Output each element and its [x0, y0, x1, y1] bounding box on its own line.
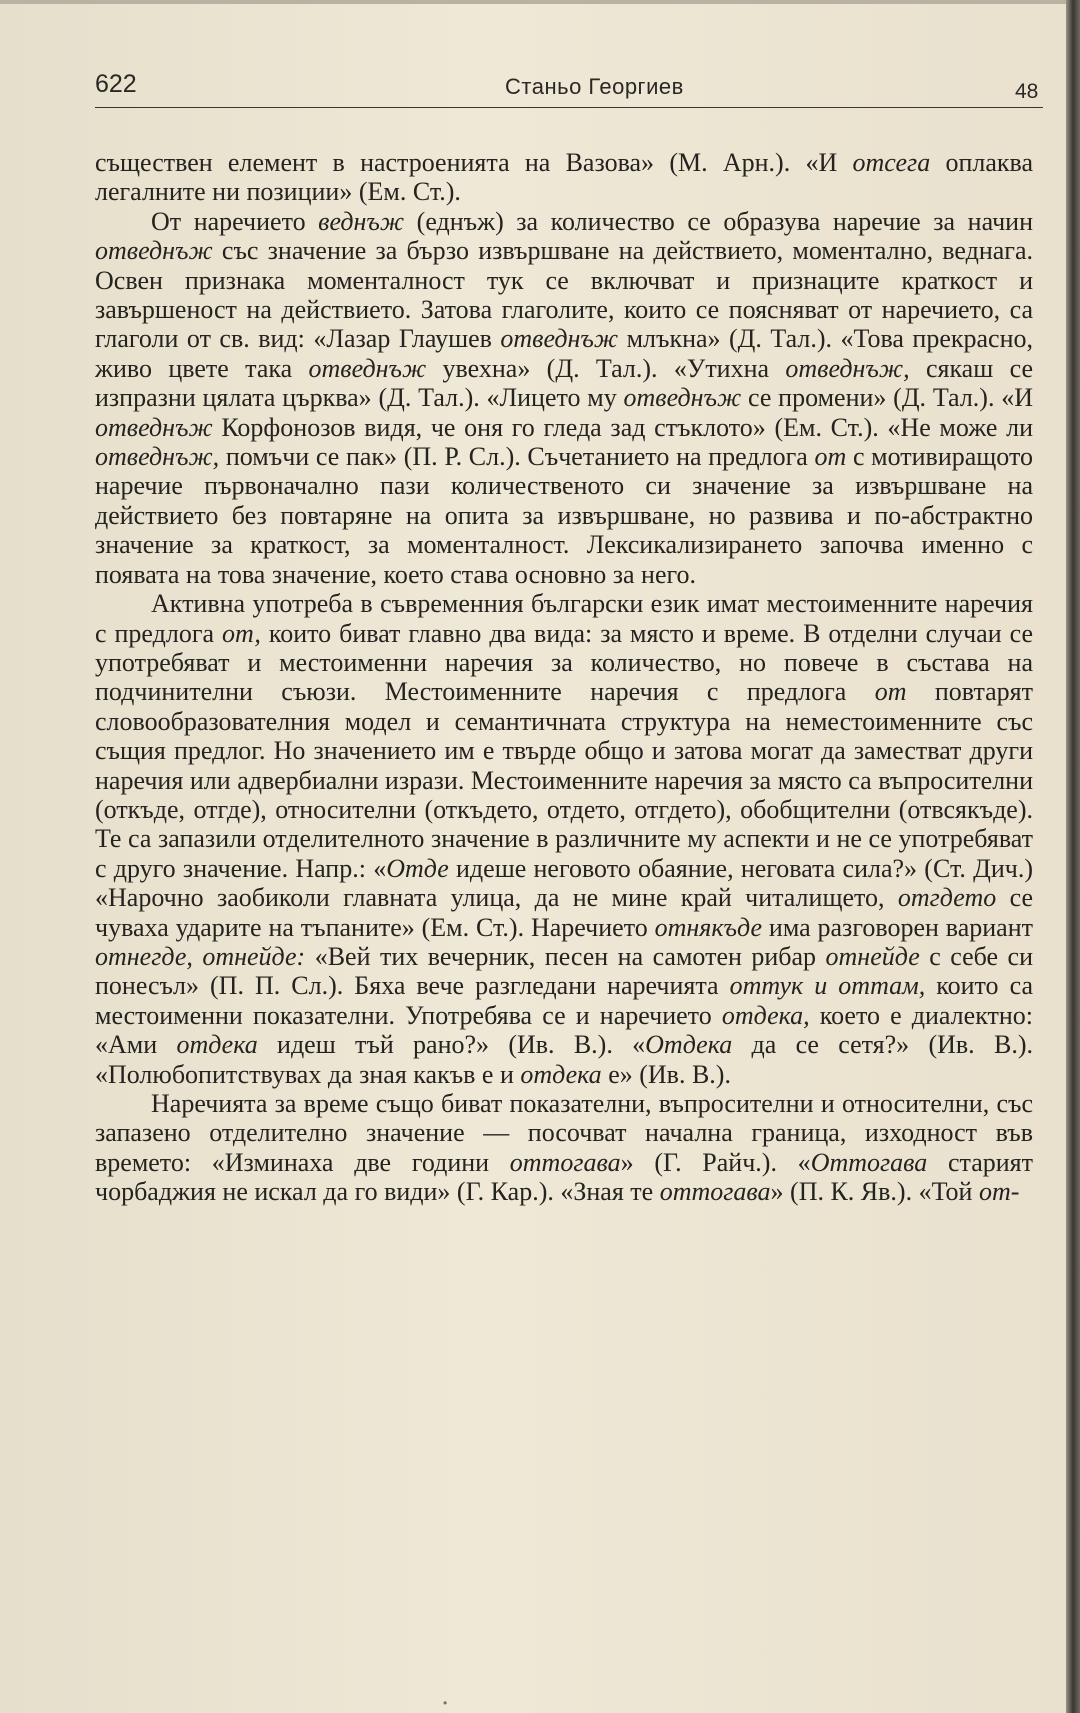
italic-term: отведнъж,	[785, 353, 910, 383]
text-run: е» (Ив. В.).	[601, 1059, 731, 1089]
italic-term: Оттогава	[810, 1147, 928, 1177]
text-run: се чуваха ударите на тъпаните» (Ем. Ст.). Наречието	[95, 883, 1033, 942]
text-run: се промени» (Д. Тал.). «И	[741, 383, 1034, 413]
footer-mark: •	[443, 1696, 448, 1710]
italic-term: отведнъж	[500, 324, 619, 354]
italic-term: отведнъж	[623, 383, 742, 413]
running-head-author: Станьо Георгиев	[505, 74, 684, 99]
text-run: Наречията за време също биват показателни, въпросителни и относителни, със запазено отделително значение — посочват начална граница, изходност във времето: «Изминаха две години	[95, 1089, 1033, 1177]
italic-term: отсега	[852, 148, 931, 177]
italic-term: веднъж	[318, 206, 405, 236]
italic-term: отнякъде	[654, 912, 763, 942]
top-edge-shadow	[0, 0, 1068, 4]
text-run: » (Г. Райч.). «	[620, 1147, 811, 1177]
italic-term: отнегде, отнейде:	[95, 941, 306, 971]
text-run: идеш тъй рано?» (Ив. В.). «	[257, 1030, 646, 1060]
italic-term: отгдето	[897, 883, 997, 913]
italic-term: оттогава	[659, 1177, 771, 1207]
italic-term: отнейде	[825, 941, 920, 971]
text-run: оплаква легалните ни позиции» (Ем. Ст.).	[95, 148, 1034, 207]
text-run: което е диалектно: «Ами	[95, 1000, 1033, 1060]
text-run: (еднъж) за количество се образува наречие за начин	[404, 206, 1033, 236]
text-run: с себе си понесъл» (П. П. Сл.). Бяха вече разгледани наречията	[95, 941, 1033, 1001]
text-run: старият чорбаджия не искал да го види» (Г. Кар.). «Зная те	[95, 1147, 1034, 1207]
text-run: да се сетя?» (Ив. В.). «Полюбопитствувах да зная какъв е и	[95, 1030, 1033, 1089]
italic-term: Отдека	[645, 1030, 733, 1060]
signature-mark: 48	[1015, 80, 1039, 103]
text-run: съществен елемент в настроенията на Вазова» (М. Арн.). «И	[95, 148, 853, 177]
text-run: със значение за бързо извършване на действието, моментално, веднага. Освен признака моменталност тук се включват и признаците краткост и завършеност на действието. Затова глаголите, които се поясняват от наречието, са глаголи от св. вид: «Лазар Глаушев	[95, 236, 1033, 354]
text-run: които биват главно два вида: за място и време. В отделни случаи се употребяват и местоименни наречия за количество, но повече в състава на подчинителни съюзи. Местоименните наречия с предлога	[95, 618, 1033, 707]
text-run: От наречието	[151, 206, 319, 236]
italic-term: отдека	[520, 1059, 602, 1089]
italic-term: отведнъж	[308, 353, 427, 383]
italic-term: отведнъж,	[95, 442, 220, 472]
text-run: Активна употреба в съвременния български език имат местоименните наречия с предлога	[95, 589, 1033, 648]
text-run: Корфонозов видя, че оня го гледа зад стъклото» (Ем. Ст.). «Не може ли	[212, 412, 1033, 442]
paragraph	[95, 148, 1033, 207]
italic-term: от,	[222, 618, 261, 648]
book-spine-edge	[1066, 0, 1080, 1713]
italic-term: отведнъж	[95, 412, 213, 442]
paragraph	[95, 207, 1033, 589]
text-run: млъкна» (Д. Тал.). «Това прекрасно, живо цвете така	[95, 324, 1033, 383]
text-run: повтарят словообразователния модел и семантичната структура на неместоименните със същия предлог. Но значението им е твърде общо и затова могат да заместват други наречия или адвербиални изрази. Местоименните наречия за място са въпросителни (откъде, отгде), относителни (откъдето, отдето, отгдето), обобщителни (отвсякъде). Те са запазили отделителното значение в различните му аспекти и не се употребяват с друго значение. Напр.: «	[95, 677, 1033, 883]
italic-term: отдека,	[721, 1000, 810, 1030]
text-run: «Вей тих вечерник, песен на самотен рибар	[305, 941, 826, 971]
text-run: помъчи се пак» (П. Р. Сл.). Съчетанието на предлога	[219, 442, 815, 472]
paragraph	[95, 589, 1033, 1089]
text-run: има разговорен вариант	[762, 912, 1033, 942]
italic-term: отведнъж	[95, 236, 213, 266]
italic-term: от	[814, 442, 847, 472]
text-run: идеше неговото обаяние, неговата сила?» (Ст. Дич.) «Нарочно заобиколи главната улица, да не мине край читалището,	[95, 853, 1033, 913]
text-run: сякаш се изпразни цялата църква» (Д. Тал.). «Лицето му	[95, 353, 1033, 413]
italic-term: отдека	[176, 1030, 258, 1060]
paragraph	[95, 1089, 1033, 1207]
text-run: с мотивиращото наречие първоначално пази количественото си значение за извършване на действието без повтаряне на опита за извършване, но развива и по-абстрактно значение за краткост, за моменталност. Лексикализирането започва именно с появата на това значение, което става основно за него.	[95, 442, 1033, 589]
italic-term: оттогава	[509, 1147, 621, 1177]
header-rule	[95, 107, 1043, 108]
text-run: които са местоименни показателни. Употребява се и наречието	[95, 971, 1033, 1030]
text-run: увехна» (Д. Тал.). «Утихна	[426, 353, 786, 383]
italic-term: от-	[978, 1177, 1020, 1207]
italic-term: оттук и оттам,	[729, 971, 926, 1001]
italic-term: Отде	[386, 853, 449, 883]
page-header	[95, 66, 1043, 106]
italic-term: от	[874, 677, 907, 707]
text-run: » (П. К. Яв.). «Той	[770, 1177, 979, 1207]
page-number: 622	[95, 70, 137, 98]
body-text	[95, 148, 1033, 1207]
